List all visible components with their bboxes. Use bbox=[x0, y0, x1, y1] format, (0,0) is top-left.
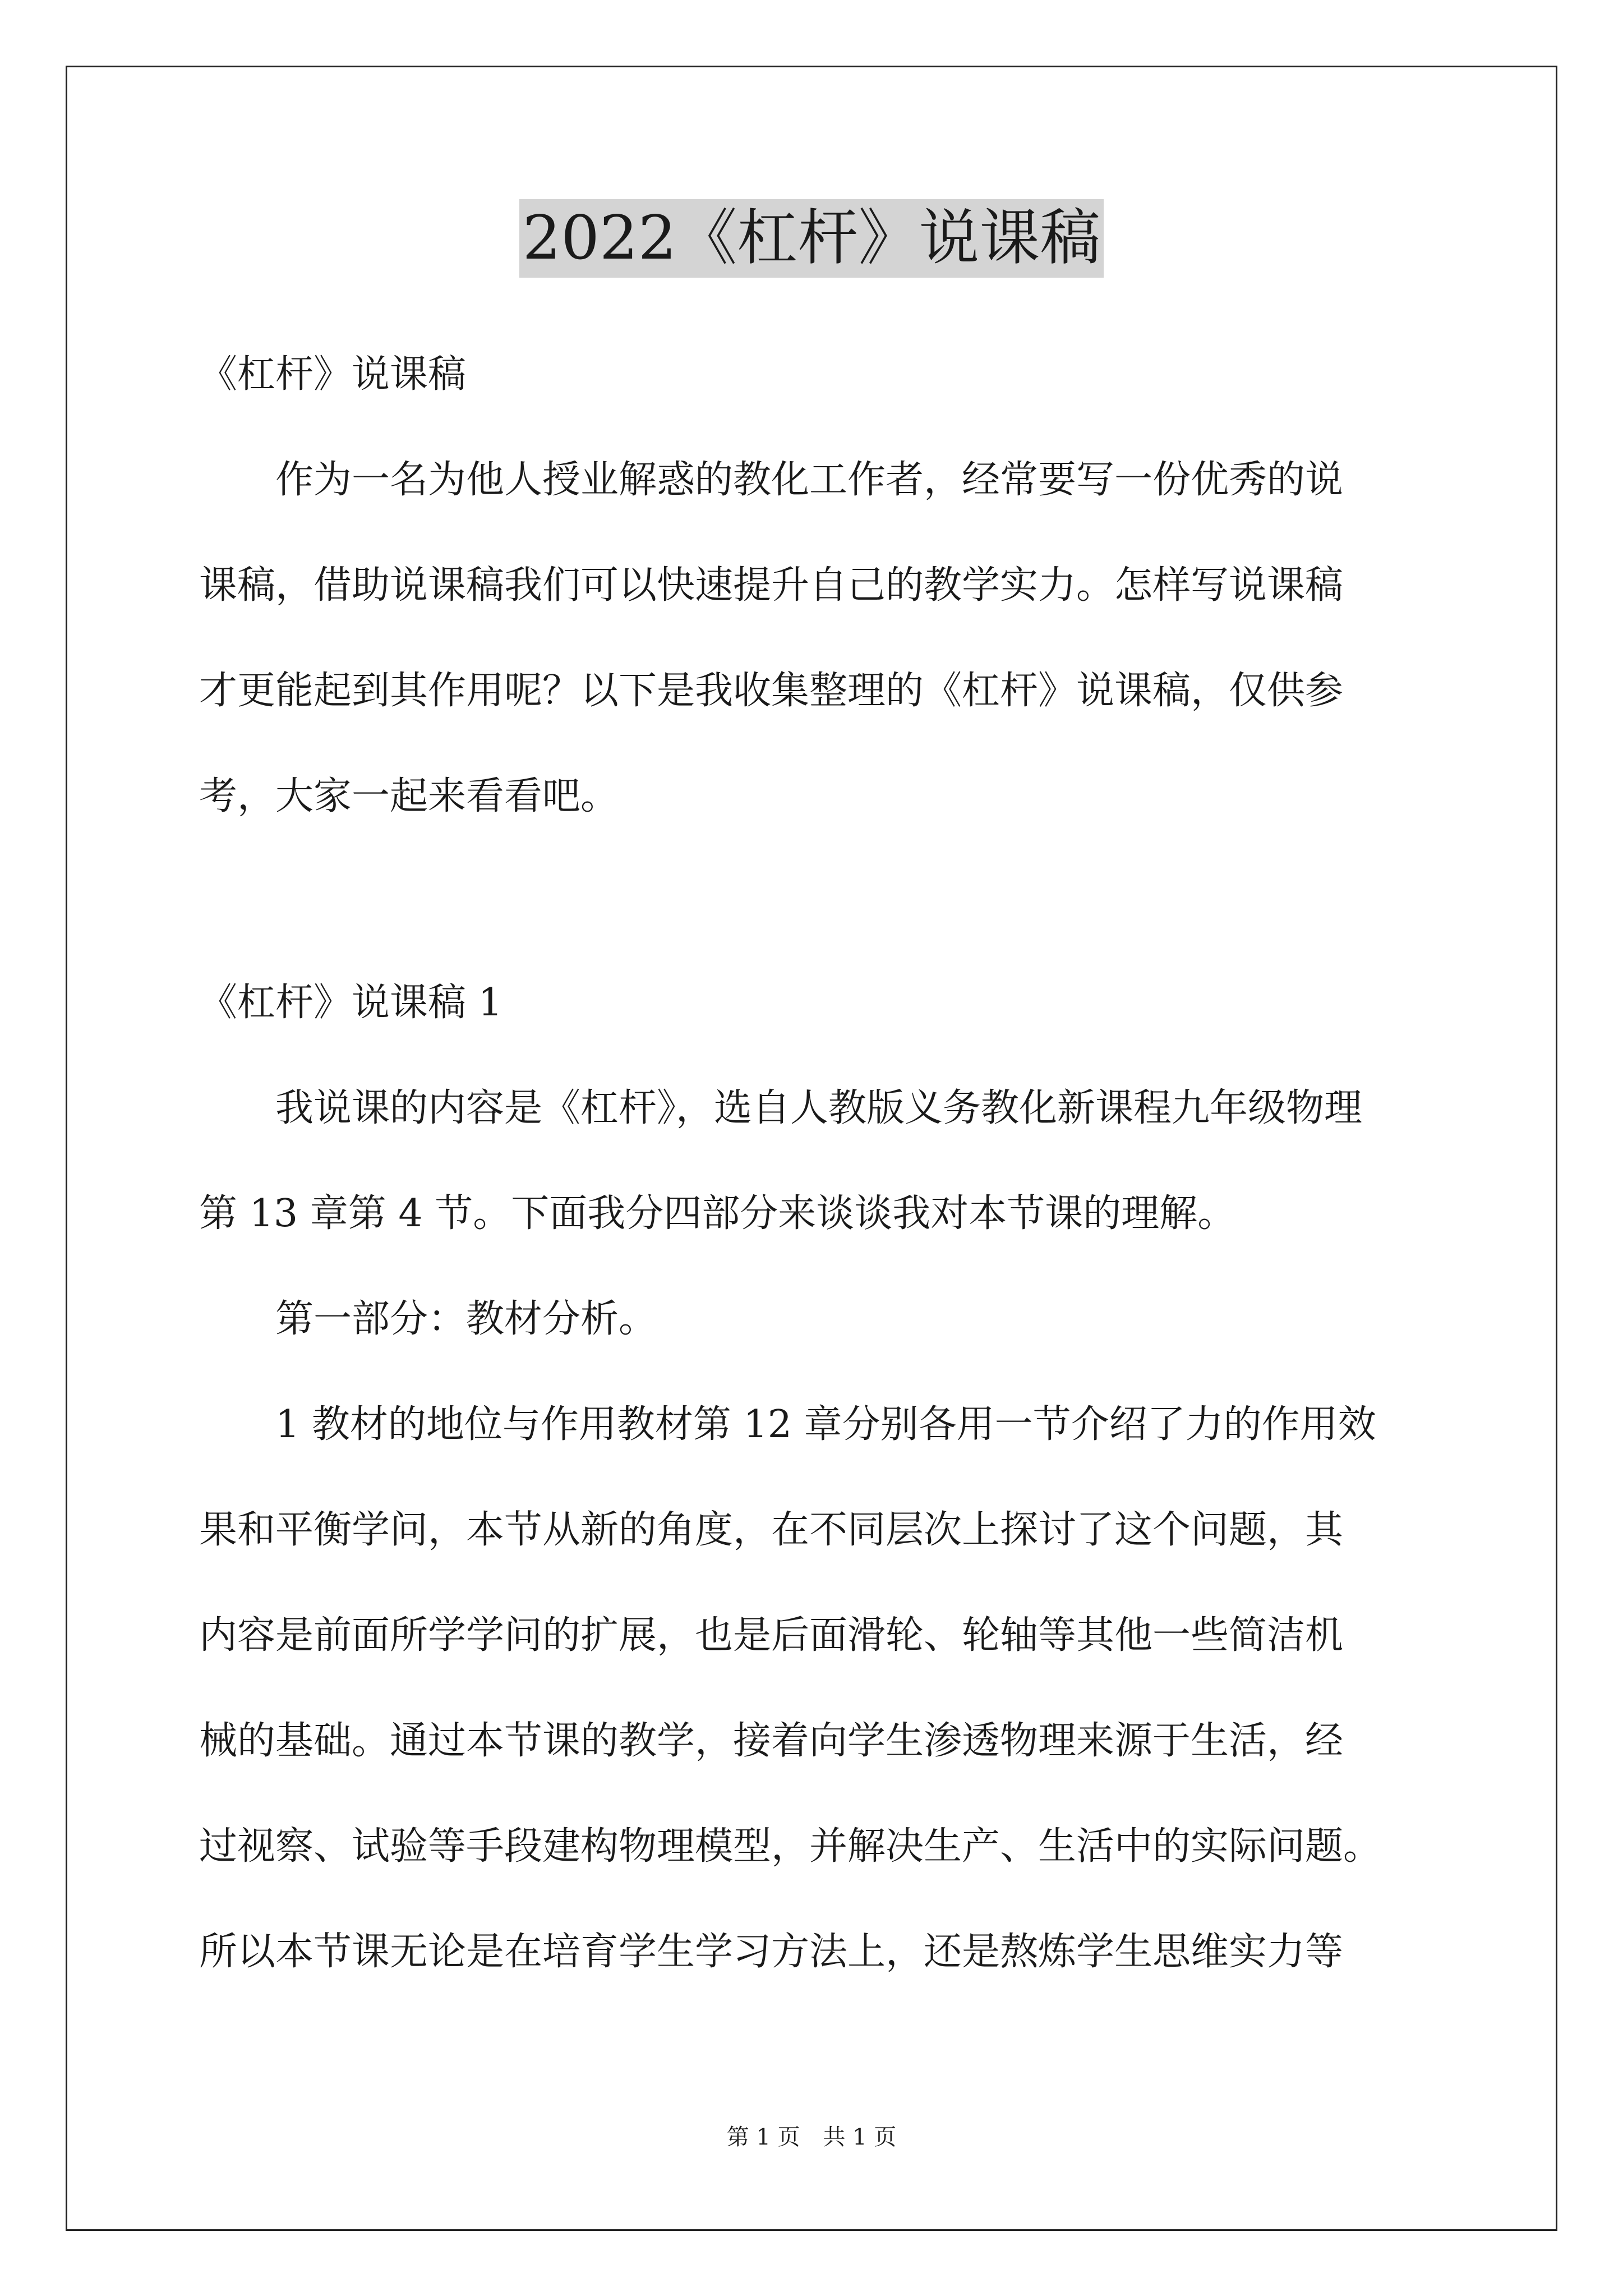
section-block bbox=[199, 976, 1430, 1979]
document-title: 2022《杠杆》说课稿 bbox=[519, 199, 1104, 278]
paragraph-line: 第 13 章第 4 节。下面我分四部分来谈谈我对本节课的理解。 bbox=[199, 1191, 1236, 1236]
paragraph-line: 1 教材的地位与作用教材第 12 章分别各用一节介绍了力的作用效 bbox=[275, 1402, 1376, 1447]
paragraph-line: 过视察、试验等手段建构物理模型，并解决生产、生活中的实际问题。 bbox=[199, 1824, 1382, 1869]
intro-paragraph bbox=[199, 453, 1430, 823]
page-number: 第 1 页 bbox=[726, 2124, 800, 2150]
paragraph-line: 考，大家一起来看看吧。 bbox=[199, 774, 619, 818]
document-subtitle: 《杠杆》说课稿 bbox=[199, 352, 467, 397]
section-spacer bbox=[199, 875, 1430, 976]
paragraph-line: 作为一名为他人授业解惑的教化工作者，经常要写一份优秀的说 bbox=[275, 458, 1344, 502]
section-heading: 《杠杆》说课稿 1 bbox=[199, 981, 502, 1025]
paragraph-line: 我说课的内容是《杠杆》，选自人教版义务教化新课程九年级物理 bbox=[275, 1086, 1363, 1130]
paragraph-line: 内容是前面所学学问的扩展，也是后面滑轮、轮轴等其他一些简洁机 bbox=[199, 1613, 1344, 1658]
paragraph-line: 才更能起到其作用呢？以下是我收集整理的《杠杆》说课稿，仅供参 bbox=[199, 669, 1344, 713]
page-footer bbox=[0, 2120, 1623, 2154]
paragraph-line: 所以本节课无论是在培育学生学习方法上，还是熬炼学生思维实力等 bbox=[199, 1930, 1344, 1974]
document-body bbox=[199, 348, 1430, 2031]
paragraph-line: 课稿，借助说课稿我们可以快速提升自己的教学实力。怎样写说课稿 bbox=[199, 563, 1344, 608]
paragraph-line: 械的基础。通过本节课的教学，接着向学生渗透物理来源于生活，经 bbox=[199, 1719, 1344, 1763]
paragraph-line: 果和平衡学问，本节从新的角度，在不同层次上探讨了这个问题，其 bbox=[199, 1508, 1344, 1552]
part-heading: 第一部分：教材分析。 bbox=[275, 1297, 657, 1341]
title-container bbox=[0, 199, 1623, 278]
page-total: 共 1 页 bbox=[823, 2124, 897, 2150]
